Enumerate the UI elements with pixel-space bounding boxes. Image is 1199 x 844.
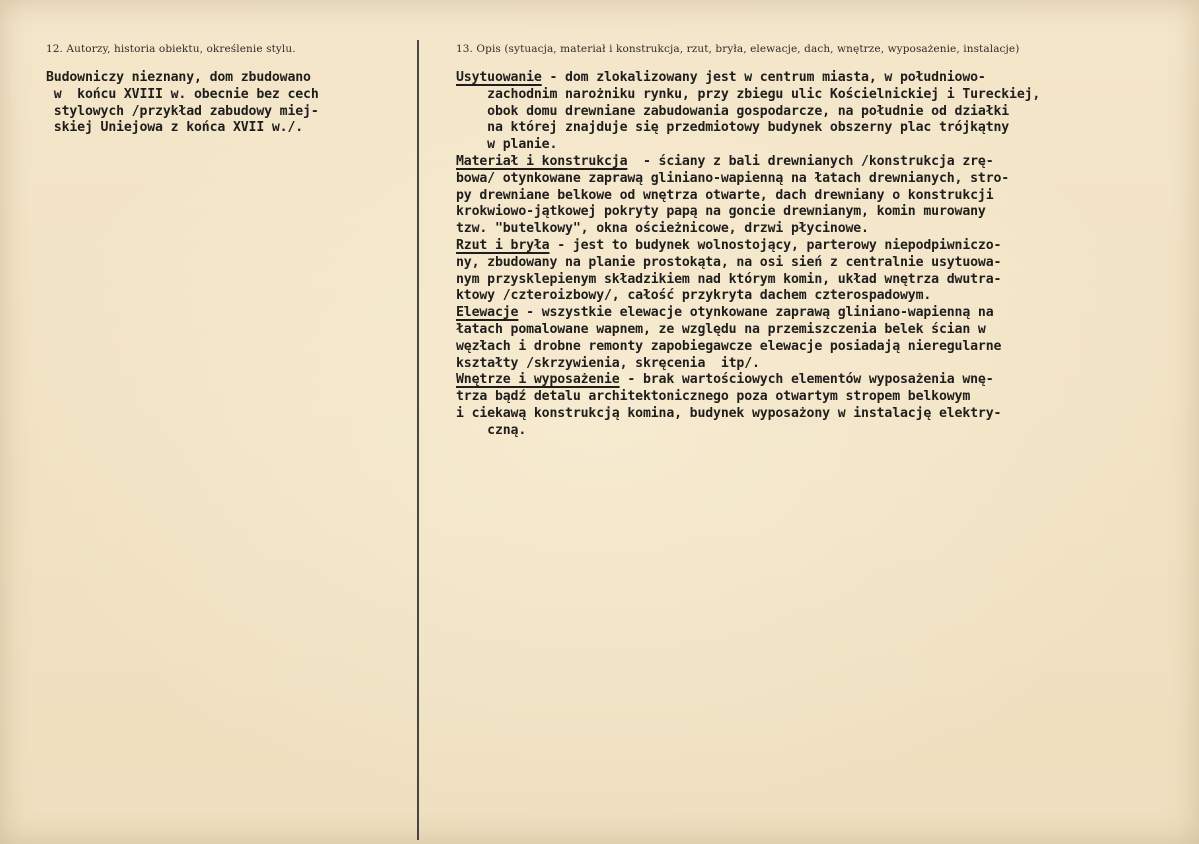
subheading-elewacje: Elewacje — [456, 305, 519, 321]
field-13-line — [456, 188, 1191, 205]
field-13-line — [456, 154, 1191, 171]
subheading-rzut-bryla: Rzut i bryła — [456, 237, 550, 253]
field-12-line: w końcu XVIII w. obecnie bez cech — [46, 86, 319, 102]
column-divider — [417, 40, 419, 840]
field-13-line — [456, 238, 1191, 255]
line-text: w planie. — [456, 137, 558, 153]
field-13-line — [456, 372, 1191, 389]
field-13-line — [456, 87, 1191, 104]
field-13-line — [456, 104, 1191, 121]
line-text: kształty /skrzywienia, skręcenia itp/. — [456, 355, 760, 371]
line-text: tzw. "butelkowy", okna ościeżnicowe, drzwi płycinowe. — [456, 221, 869, 237]
field-13-line — [456, 255, 1191, 272]
field-13-line — [456, 389, 1191, 406]
line-text: węzłach i drobne remonty zapobiegawcze elewacje posiadają nieregularne — [456, 338, 1002, 354]
line-text: i ciekawą konstrukcją komina, budynek wyposażony w instalację elektry- — [456, 405, 1002, 421]
line-text: bowa/ otynkowane zaprawą gliniano-wapienną na łatach drewnianych, stro- — [456, 170, 1010, 186]
line-text: łatach pomalowane wapnem, ze względu na przemiszczenia belek ścian w — [456, 321, 986, 337]
field-13-line — [456, 204, 1191, 221]
field-12-line: skiej Uniejowa z końca XVII w./. — [46, 120, 304, 136]
field-13-line — [456, 272, 1191, 289]
field-13-line — [456, 339, 1191, 356]
field-12-heading: 12. Autorzy, historia obiektu, określenie stylu. — [46, 43, 296, 55]
field-12-line: Budowniczy nieznany, dom zbudowano — [46, 70, 311, 85]
field-13-line — [456, 288, 1191, 305]
subheading-wnetrze-wyposazenie: Wnętrze i wyposażenie — [456, 372, 620, 388]
field-13-line — [456, 305, 1191, 322]
field-13-line — [456, 356, 1191, 373]
line-text: obok domu drewniane zabudowania gospodarcze, na południe od działki — [456, 103, 1010, 119]
subheading-usytuowanie: Usytuowanie — [456, 70, 542, 85]
line-text: ktowy /czteroizbowy/, całość przykryta dachem czterospadowym. — [456, 288, 932, 304]
line-text: trza bądź detalu architektonicznego poza otwartym stropem belkowym — [456, 389, 971, 405]
field-13-heading: 13. Opis (sytuacja, materiał i konstrukcja, rzut, bryła, elewacje, dach, wnętrze, wyposażenie, instalacje) — [456, 43, 1020, 55]
field-13-line — [456, 70, 1191, 87]
field-13-line — [456, 322, 1191, 339]
field-13-line — [456, 423, 1191, 440]
field-13-typed-text — [456, 70, 1191, 440]
line-text: - wszystkie elewacje otynkowane zaprawą gliniano-wapienną na — [518, 305, 994, 321]
field-13-line — [456, 171, 1191, 188]
line-text: - brak wartościowych elementów wyposażenia wnę- — [619, 372, 994, 388]
line-text: zachodnim narożniku rynku, przy zbiegu ulic Kościelnickiej i Tureckiej, — [456, 86, 1041, 102]
line-text: - ściany z bali drewnianych /konstrukcja zrę- — [627, 153, 994, 169]
field-13-line — [456, 221, 1191, 238]
subheading-material-konstrukcja: Materiał i konstrukcja — [456, 153, 628, 169]
field-13-line — [456, 406, 1191, 423]
line-text: ny, zbudowany na planie prostokąta, na osi sień z centralnie usytuowa- — [456, 254, 1002, 270]
field-12-typed-text — [46, 70, 406, 137]
field-13-line — [456, 137, 1191, 154]
field-13-line — [456, 120, 1191, 137]
line-text: na której znajduje się przedmiotowy budynek obszerny plac trójkątny — [456, 120, 1010, 136]
line-text: py drewniane belkowe od wnętrza otwarte, dach drewniany o konstrukcji — [456, 187, 994, 203]
line-text: nym przysklepienym składzikiem nad którym komin, układ wnętrza dwutra- — [456, 271, 1002, 287]
field-12-line: stylowych /przykład zabudowy miej- — [46, 103, 319, 119]
line-text: czną. — [456, 422, 527, 438]
line-text: krokwiowo-jątkowej pokryty papą na goncie drewnianym, komin murowany — [456, 204, 986, 220]
line-text: - jest to budynek wolnostojący, parterowy niepodpiwniczo- — [549, 237, 1002, 253]
line-text: - dom zlokalizowany jest w centrum miasta, w południowo- — [541, 70, 986, 85]
